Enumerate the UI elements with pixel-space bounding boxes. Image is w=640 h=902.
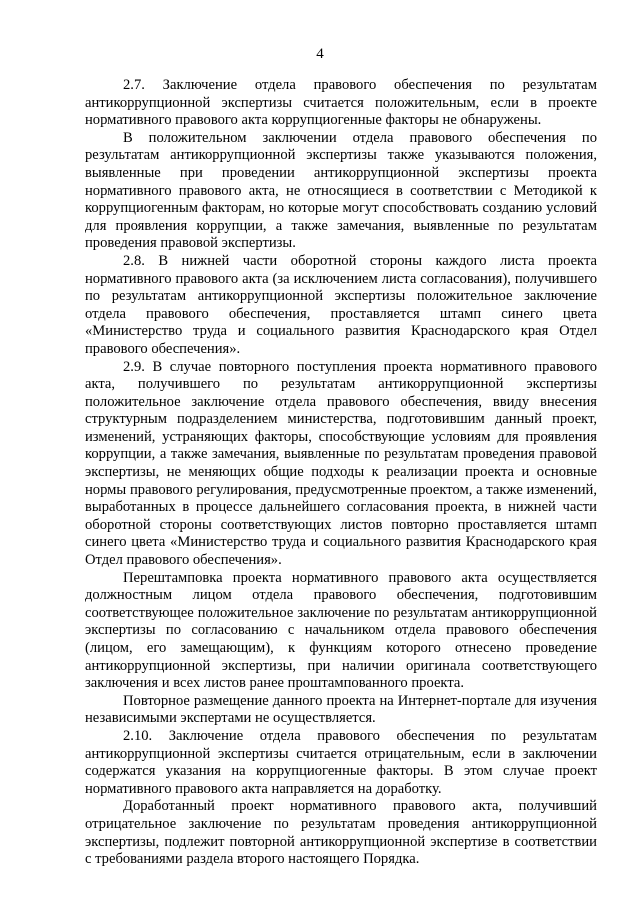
paragraph-2-7: 2.7. Заключение отдела правового обеспечения по результатам антикоррупционной экспертизы считается положительным, если в проекте нормативного правового акта коррупциогенные факторы не обнаружены.: [85, 77, 597, 129]
paragraph-2-9-repeat-placement: Повторное размещение данного проекта на Интернет-портале для изучения независимыми экспертами не осуществляется.: [85, 692, 597, 727]
paragraph-2-9-restamping: Перештамповка проекта нормативного правового акта осуществляется должностным лицом отдела правового обеспечения, подготовившим соответствующее положительное заключение по результатам антикоррупционной экспертизы по согласованию с начальником отдела правового обеспечения (лицом, его замещающим), к функциям которого отнесено проведение антикоррупционной экспертизы, при наличии оригинала соответствующего заключения и всех листов ранее проштампованного проекта.: [85, 569, 597, 692]
paragraph-2-10: 2.10. Заключение отдела правового обеспечения по результатам антикоррупционной экспертизы считается отрицательным, если в заключении содержатся указания на коррупциогенные факторы. В этом случае проект нормативного правового акта направляется на доработку.: [85, 727, 597, 797]
paragraph-2-7-positive-conclusion: В положительном заключении отдела правового обеспечения по результатам антикоррупционной экспертизы также указываются положения, выявленные при проведении антикоррупционной экспертизы проекта нормативного правового акта, не относящиеся в соответствии с Методикой к коррупциогенным факторам, но которые могут способствовать созданию условий для проявления коррупции, а также замечания, выявленные по результатам проведения правовой экспертизы.: [85, 129, 597, 252]
document-body: [85, 77, 597, 869]
paragraph-2-9: 2.9. В случае повторного поступления проекта нормативного правового акта, получившего по результатам антикоррупционной экспертизы положительное заключение отдела правового обеспечения, ввиду внесения структурным подразделением министерства, подготовившим данный проект, изменений, устраняющих факторы, способствующие условиям для проявления коррупции, а также замечания, выявленные по результатам проведения правовой экспертизы, не меняющих общие подходы к реализации проекта и основные нормы правового регулирования, предусмотренные проектом, а также изменений, выработанных в процессе дальнейшего согласования проекта, в нижней части оборотной стороны соответствующих листов повторно проставляется штамп синего цвета «Министерство труда и социального развития Краснодарского края Отдел правового обеспечения».: [85, 358, 597, 569]
paragraph-2-10-revised-project: Доработанный проект нормативного правового акта, получивший отрицательное заключение по результатам проведения антикоррупционной экспертизы, подлежит повторной антикоррупционной экспертизе в соответствии с требованиями раздела второго настоящего Порядка.: [85, 798, 597, 868]
paragraph-2-8: 2.8. В нижней части оборотной стороны каждого листа проекта нормативного правового акта (за исключением листа согласования), получившего по результатам антикоррупционной экспертизы положительное заключение отдела правового обеспечения, проставляется штамп синего цвета «Министерство труда и социального развития Краснодарского края Отдел правового обеспечения».: [85, 252, 597, 357]
page-number: 4: [316, 46, 324, 62]
